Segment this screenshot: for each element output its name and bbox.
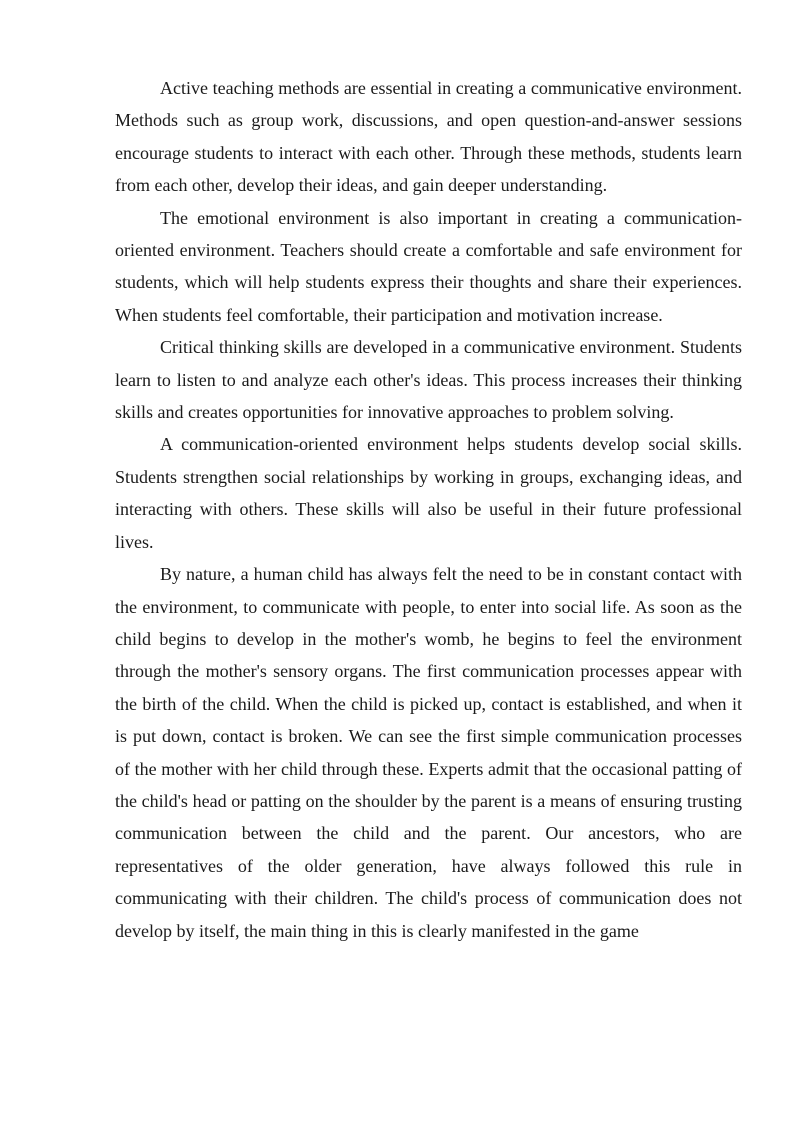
paragraph-child-communication: By nature, a human child has always felt the need to be in constant contact with the environment, to communicate with people, to enter into social life. As soon as the child begins to develop in the mother's womb, he begins to feel the environment through the mother's sensory organs. The first communication processes appear with the birth of the child. When the child is picked up, contact is established, and when it is put down, contact is broken. We can see the first simple communication processes of the mother with her child through these. Experts admit that the occasional patting of the child's head or patting on the shoulder by the parent is a means of ensuring trusting communication between the child and the parent. Our ancestors, who are representatives of the older generation, have always followed this rule in communicating with their children. The child's process of communication does not develop by itself, the main thing in this is clearly manifested in the game [115, 564, 742, 941]
paragraph-emotional-environment: The emotional environment is also important in creating a communication-oriented environment. Teachers should create a comfortable and safe environment for students, which will help students express their thoughts and share their experiences. When students feel comfortable, their participation and motivation increase. [115, 207, 742, 325]
body-text [115, 72, 742, 947]
paragraph-critical-thinking: Critical thinking skills are developed in a communicative environment. Students learn to listen to and analyze each other's ideas. This process increases their thinking skills and creates opportunities for innovative approaches to problem solving. [115, 337, 742, 423]
paragraph-active-teaching: Active teaching methods are essential in creating a communicative environment. Methods such as group work, discussions, and open question-and-answer sessions encourage students to interact with each other. Through these methods, students learn from each other, develop their ideas, and gain deeper understanding. [115, 78, 742, 196]
paragraph-social-skills: A communication-oriented environment helps students develop social skills. Students strengthen social relationships by working in groups, exchanging ideas, and interacting with others. These skills will also be useful in their future professional lives. [115, 434, 742, 552]
